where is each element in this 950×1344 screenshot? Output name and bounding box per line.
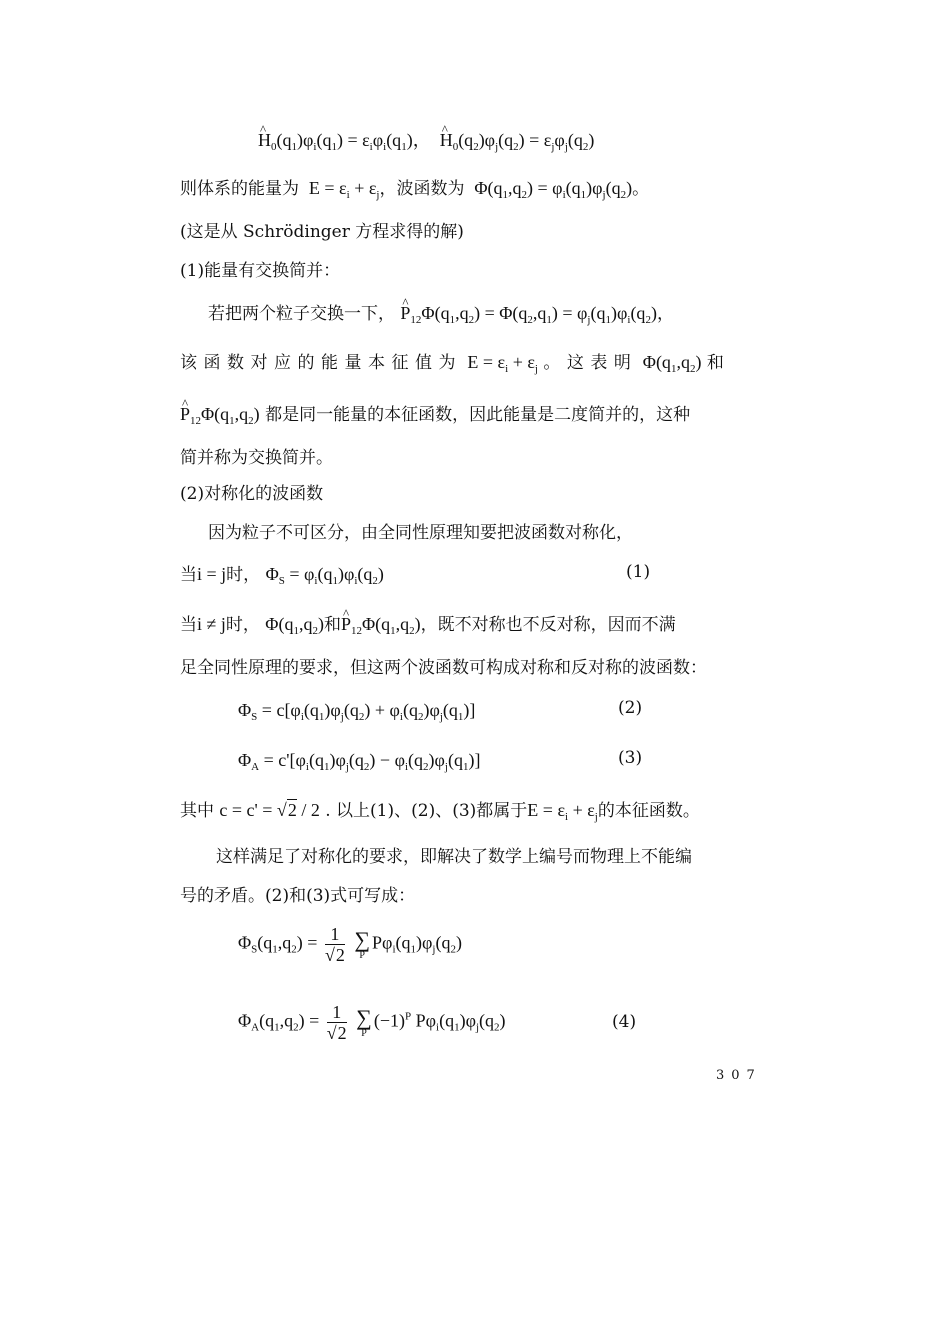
equation-phi-s: $\Phi_S = c[\varphi_i(q_1)\varphi_j(q_2) + \varphi_i(q_2)\varphi_j(q_1)]$ <box>238 700 476 723</box>
fraction-one-over-sqrt2: $\frac{1}{√2}$ <box>326 1002 347 1043</box>
p1-line3-end: 都是同一能量的本征函数，因此能量是二度简并的，这种 <box>265 405 691 425</box>
fraction-one-over-sqrt2: $\frac{1}{√2}$ <box>324 924 345 965</box>
paragraph-exchange-line3: ^ $P_{12}\Phi(q_1,q_2)$ 都是同一能量的本征函数，因此能量是二度简并的，这种 <box>180 402 690 433</box>
case-eq-suffix: 时， <box>226 565 261 585</box>
p1-line2-mid: 。这表明 <box>543 353 638 373</box>
equation-number-2: (2) <box>618 698 643 718</box>
p1-start: 若把两个粒子交换一下， <box>208 304 395 324</box>
case-i-equals-j: 当i = j时， $\Phi_S = \varphi_i(q_1)\varphi_i(q_2)$ <box>180 564 384 587</box>
p-hat-symbol: ^ P <box>341 612 351 636</box>
energy-prefix: 则体系的能量为 <box>180 179 299 199</box>
equation-h0-pair: ^ $H_0(q_1)\varphi_i(q_1) = \varepsilon_i\varphi_i(q_1)$， ^ $H_0(q_2)\varphi_j(q_2) = \varepsilon_j\varphi_j(q_2)$ <box>258 128 594 159</box>
paragraph-where-c: 其中 c = c' = √2 / 2 . 以上(1)、(2)、(3)都属于$E = \varepsilon_i + \varepsilon_j$的本征函数。 <box>180 800 700 823</box>
equation-phi-a: $\Phi_A = c'[\varphi_i(q_1)\varphi_j(q_2) - \varphi_i(q_2)\varphi_j(q_1)]$ <box>238 750 481 773</box>
h-hat-symbol: ^ H <box>258 128 271 152</box>
equation-number-4: (4) <box>612 1012 637 1032</box>
p-hat-symbol: ^ P <box>180 402 190 426</box>
paragraph-exchange-line4: 简并称为交换简并。 <box>180 448 333 468</box>
case-neq-mid: 时， <box>225 615 260 635</box>
p4-end: 的本征函数。 <box>597 801 700 821</box>
case-i-not-equal-j: 当i ≠ j时， $\Phi(q_1,q_2)$和^ $P_{12}\Phi(q_1,q_2)$，既不对称也不反对称，因而不满 <box>180 612 676 643</box>
paragraph-resolves-line2: 号的矛盾。(2)和(3)式可写成： <box>180 886 416 906</box>
paragraph-resolves-line1: 这样满足了对称化的要求，即解决了数学上编号而物理上不能编 <box>216 847 692 867</box>
p1-end: ， <box>656 304 674 324</box>
schrodinger-note: (这是从 Schrödinger 方程求得的解) <box>180 222 464 242</box>
energy-line: 则体系的能量为 $E = \varepsilon_i + \varepsilon_j$，波函数为 $\Phi(q_1,q_2) = \varphi_i(q_1)\varphi_j(q_2)$。 <box>180 178 650 201</box>
equation-sum-phi-s: $\Phi_S(q_1,q_2)$ = $\frac{1}{√2}$ ∑ P $P\varphi_i(q_1)\varphi_j(q_2)$ <box>238 924 462 965</box>
p4-prefix: 其中 <box>180 801 214 821</box>
case-neq-and: 和 <box>323 615 341 635</box>
case-eq-prefix: 当 <box>180 565 197 585</box>
p1-line2-prefix: 该函数对应的能量本征值为 <box>180 353 462 373</box>
case-neq-prefix: 当 <box>180 615 197 635</box>
paragraph-exchange-line2: 该函数对应的能量本征值为 $E = \varepsilon_i + \varepsilon_j$ 。这表明 $\Phi(q_1,q_2)$ 和 <box>180 352 724 375</box>
p1-line2-end: 和 <box>706 353 724 373</box>
equation-number-3: (3) <box>618 748 643 768</box>
p-hat-symbol: ^ P <box>400 301 410 325</box>
energy-end: 。 <box>632 179 650 199</box>
paragraph-construct-line2: 足全同性原理的要求，但这两个波函数可构成对称和反对称的波函数： <box>180 658 707 678</box>
page-number: 307 <box>716 1068 762 1083</box>
heading-exchange-degeneracy: (1)能量有交换简并： <box>180 261 341 281</box>
equation-sum-phi-a: $\Phi_A(q_1,q_2)$ = $\frac{1}{√2}$ ∑ P $(-1)^P$ $P\varphi_i(q_1)\varphi_j(q_2)$ <box>238 1002 506 1043</box>
summation-symbol: ∑ P <box>354 926 371 961</box>
energy-mid: ，波函数为 <box>379 179 465 199</box>
p4-mid: . 以上(1)、(2)、(3)都属于 <box>325 801 528 821</box>
equation-number-1: (1) <box>626 562 651 582</box>
paragraph-symmetrize-line1: 因为粒子不可区分，由全同性原理知要把波函数对称化， <box>208 523 633 543</box>
heading-symmetrized-wavefunction: (2)对称化的波函数 <box>180 484 324 504</box>
summation-symbol: ∑ P <box>356 1004 372 1039</box>
h-hat-symbol: ^ H <box>440 128 453 152</box>
paragraph-exchange-line1: 若把两个粒子交换一下， ^ $P_{12}\Phi(q_1,q_2) = \Phi(q_2,q_1) = \varphi_j(q_1)\varphi_i(q_2)$， <box>208 301 674 332</box>
case-neq-end: ，既不对称也不反对称，因而不满 <box>420 615 676 635</box>
